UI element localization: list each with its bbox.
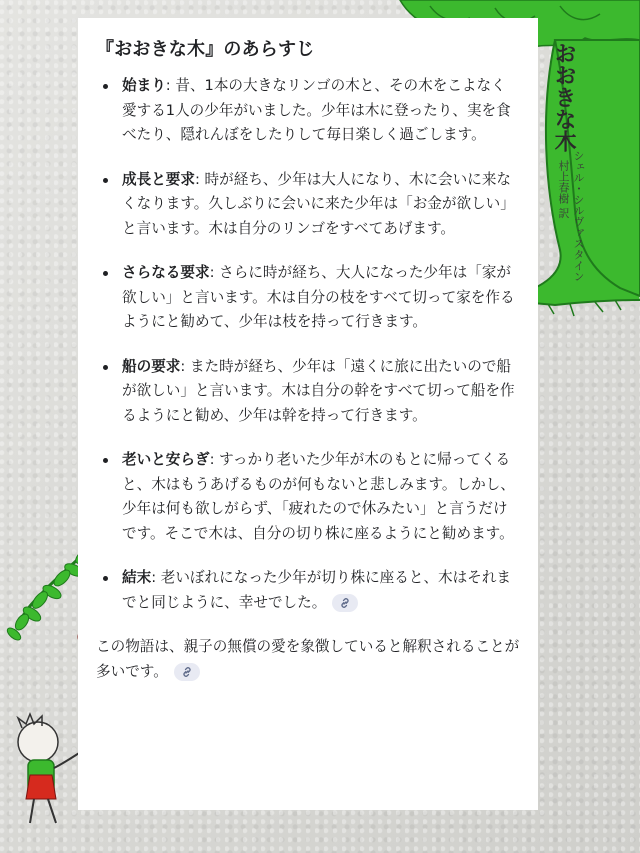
bullet	[103, 458, 108, 463]
list-item	[96, 261, 520, 335]
item-text: : 時が経ち、少年は大人になり、木に会いに来なくなります。久しぶりに会いに来た少年は「お金が欲しい」と言います。木は自分のリンゴをすべてあげます。	[122, 170, 515, 237]
closing-paragraph	[96, 635, 520, 684]
item-text: : 昔、1本の大きなリンゴの木と、その木をこよなく愛する1人の少年がいました。少年は木に登ったり、実を食べたり、隠れんぼをしたりして毎日楽しく過ごします。	[122, 77, 511, 143]
item-text: : さらに時が経ち、大人になった少年は「家が欲しい」と言います。木は自分の枝をすべて切って家を作るようにと勧めて、少年は枝を持って行きます。	[122, 264, 515, 330]
book-title-vertical: おおきな木	[551, 42, 577, 152]
source-link-chip[interactable]	[332, 594, 358, 612]
item-text: : すっかり老いた少年が木のもとに帰ってくると、木はもうあげるものが何もないと悲しみます。しかし、少年は何も欲しがらず、「疲れたので休みたい」と言うだけです。そこで木は、自分の切り株に座るようにと勧めます。	[122, 451, 515, 542]
item-label: 結末	[122, 569, 152, 586]
summary-card	[78, 18, 538, 810]
bullet	[103, 365, 108, 370]
item-text: : また時が経ち、少年は「遠くに旅に出たいので船が欲しい」と言います。木は自分の幹をすべて切って船を作るようにと勧め、少年は幹を持って行きます。	[122, 357, 515, 424]
closing-text: この物語は、親子の無償の愛を象徴していると解釈されることが多いです。	[96, 638, 520, 680]
item-label: 始まり	[122, 77, 166, 94]
item-text: : 老いぼれになった少年が切り株に座ると、木はそれまでと同じように、幸せでした。	[122, 569, 512, 611]
item-label: 老いと安らぎ	[122, 451, 210, 468]
bullet	[103, 84, 108, 89]
book-translator-vertical: 村上春樹 訳	[557, 160, 570, 219]
source-link-chip[interactable]	[174, 663, 200, 681]
list-item	[96, 355, 520, 429]
item-label: 船の要求	[122, 357, 181, 375]
summary-list	[96, 74, 520, 615]
list-item	[96, 566, 520, 615]
list-item	[96, 74, 520, 148]
page-title: 『おおきな木』のあらすじ	[96, 39, 315, 60]
bullet	[103, 178, 108, 183]
item-label: 成長と要求	[122, 170, 195, 188]
bullet	[103, 576, 108, 581]
bullet	[103, 271, 108, 276]
list-item	[96, 448, 520, 546]
link-icon	[181, 666, 193, 678]
item-label: さらなる要求	[122, 264, 210, 281]
link-icon	[339, 597, 351, 609]
book-author-vertical: シェル・シルヴァスタイン	[572, 150, 585, 282]
list-item	[96, 168, 520, 242]
